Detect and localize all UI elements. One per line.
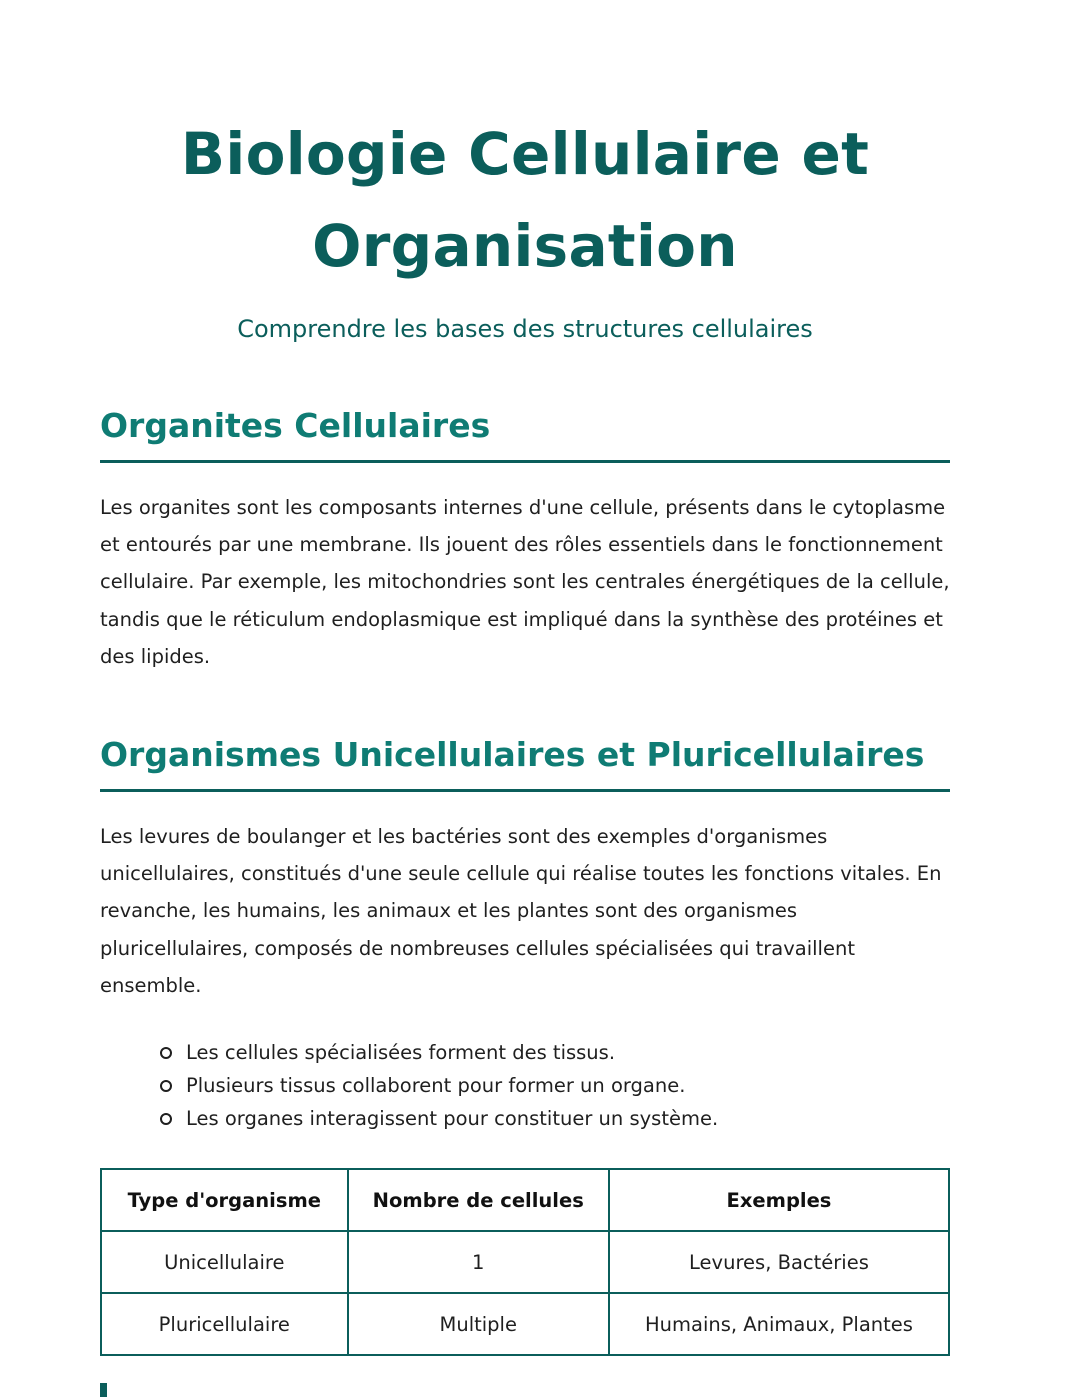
table-cell: Pluricellulaire xyxy=(101,1293,348,1355)
table-header-examples: Exemples xyxy=(609,1169,949,1231)
table-cell: Multiple xyxy=(348,1293,609,1355)
section-paragraph-organismes: Les levures de boulanger et les bactéries sont des exemples d'organismes unicellulaires, constitués d'une seule cellule qui réalise toutes les fonctions vitales. En revanche, les humains, les animaux et les plantes sont des organismes pluricellulaires, composés de nombreuses cellules spécialisées qui travaillent ensemble. xyxy=(100,825,942,997)
list-item xyxy=(160,1102,950,1135)
table-header-row xyxy=(101,1169,949,1231)
hollow-circle-bullet-icon xyxy=(160,1080,172,1092)
section-heading-organismes: Organismes Unicellulaires et Pluricellulaires xyxy=(100,733,950,792)
document-page xyxy=(100,0,950,1356)
table-cell: 1 xyxy=(348,1231,609,1293)
hollow-circle-bullet-icon xyxy=(160,1047,172,1059)
list-item-text: Les organes interagissent pour constituer un système. xyxy=(186,1107,719,1131)
table-cell: Humains, Animaux, Plantes xyxy=(609,1293,949,1355)
next-section-marker xyxy=(100,1383,107,1397)
organism-table xyxy=(100,1168,950,1356)
list-item xyxy=(160,1069,950,1102)
page-subtitle: Comprendre les bases des structures cellulaires xyxy=(237,315,813,343)
hollow-circle-bullet-icon xyxy=(160,1113,172,1125)
section-paragraph-organites: Les organites sont les composants internes d'une cellule, présents dans le cytoplasme et entourés par une membrane. Ils jouent des rôles essentiels dans le fonctionnement cellulaire. Par exemple, les mitochondries sont les centrales énergétiques de la cellule, tandis que le réticulum endoplasmique est impliqué dans la synthèse des protéines et des lipides. xyxy=(100,496,950,668)
list-item xyxy=(160,1036,950,1069)
bullet-list xyxy=(100,1036,950,1135)
table-row xyxy=(101,1231,949,1293)
page-title: Biologie Cellulaire et Organisation xyxy=(180,120,870,280)
table-row xyxy=(101,1293,949,1355)
list-item-text: Plusieurs tissus collaborent pour former un organe. xyxy=(186,1074,686,1098)
section-heading-organites: Organites Cellulaires xyxy=(100,404,950,463)
table-header-count: Nombre de cellules xyxy=(348,1169,609,1231)
table-header-type: Type d'organisme xyxy=(101,1169,348,1231)
table-cell: Levures, Bactéries xyxy=(609,1231,949,1293)
list-item-text: Les cellules spécialisées forment des tissus. xyxy=(186,1041,616,1065)
table-cell: Unicellulaire xyxy=(101,1231,348,1293)
